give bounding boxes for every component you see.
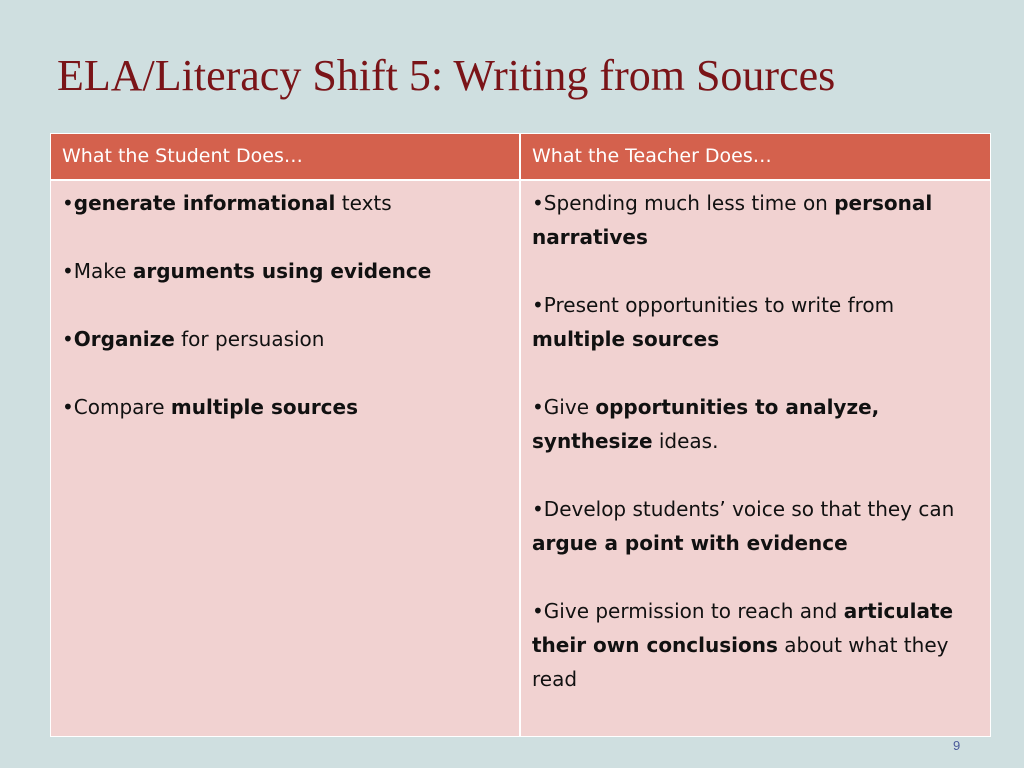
teacher-item [532,594,979,696]
teacher-item [532,390,979,458]
teacher-item [532,492,979,560]
bullet-glyph: • [532,497,544,521]
item-emphasis: generate informational [73,191,336,215]
item-emphasis: multiple sources [532,327,720,351]
student-item [62,254,508,288]
bullet-glyph: • [62,327,74,351]
comparison-table [50,133,991,737]
item-text: Make [73,259,133,283]
item-emphasis: articulate their own conclusions [532,599,954,657]
bullet-glyph: • [62,191,74,215]
bullet-glyph: • [532,599,544,623]
item-emphasis: multiple sources [170,395,359,419]
item-text: Develop students’ voice so that they can [543,497,955,521]
student-item [62,322,508,356]
student-item [62,390,508,424]
bullet-glyph: • [532,395,544,419]
bullet-glyph: • [62,395,74,419]
page-number: 9 [953,738,961,753]
item-text: ideas. [652,429,719,453]
teacher-item [532,288,979,356]
bullet-glyph: • [532,191,544,215]
item-text: Spending much less time on [543,191,835,215]
item-text: Compare [73,395,171,419]
item-text: Give permission to reach and [543,599,844,623]
student-column [51,181,521,736]
item-text: Give [543,395,596,419]
teacher-item [532,186,979,254]
item-emphasis: argue a point with evidence [532,531,848,555]
table-header-row [51,134,990,181]
teacher-column [521,181,990,736]
item-text: Present opportunities to write from [543,293,895,317]
table-body-row [51,181,990,736]
slide-title: ELA/Literacy Shift 5: Writing from Sources [57,51,836,100]
bullet-glyph: • [62,259,74,283]
student-item [62,186,508,220]
item-text: about what they read [532,633,949,691]
header-teacher-does: What the Teacher Does… [532,145,772,167]
bullet-glyph: • [532,293,544,317]
item-emphasis: opportunities to analyze, synthesize [532,395,880,453]
header-student-does: What the Student Does… [51,134,521,179]
item-emphasis: personal narratives [532,191,933,249]
item-text: texts [335,191,392,215]
item-text: for persuasion [174,327,325,351]
item-emphasis: Organize [73,327,175,351]
item-emphasis: arguments using evidence [132,259,432,283]
